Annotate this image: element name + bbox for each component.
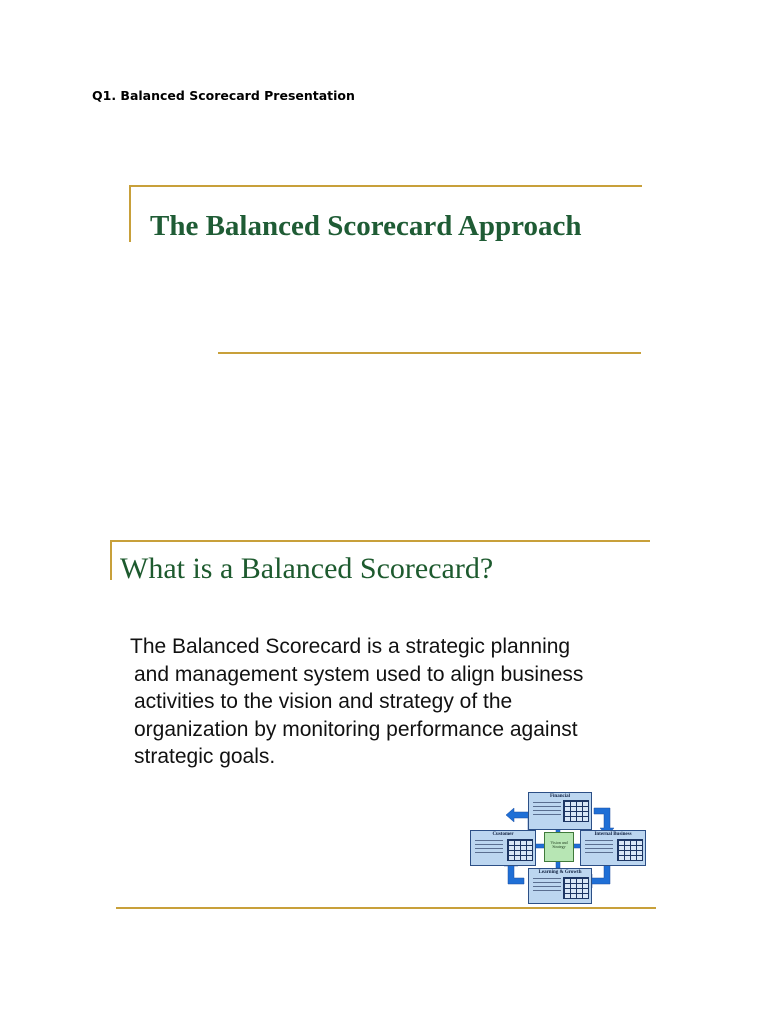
slide-1-title: The Balanced Scorecard Approach xyxy=(150,210,582,242)
financial-label: Financial xyxy=(549,794,570,799)
body-line: organization by monitoring performance against xyxy=(134,717,578,741)
internal-business-grid xyxy=(617,839,643,861)
slide-1-top-rule xyxy=(129,185,642,187)
body-line: The Balanced Scorecard is a strategic planning xyxy=(130,635,571,658)
document-heading: Q1. Balanced Scorecard Presentation xyxy=(92,88,355,103)
balanced-scorecard-diagram xyxy=(468,788,648,904)
learning-growth-label: Learning & Growth xyxy=(538,870,582,875)
internal-business-label: Internal Business xyxy=(594,832,632,837)
slide-2-bottom-rule xyxy=(116,907,656,909)
slide-1-bottom-rule xyxy=(218,352,641,354)
financial-text-lines xyxy=(533,802,561,818)
customer-grid xyxy=(507,839,533,861)
customer-text-lines xyxy=(475,840,503,856)
vision-strategy-box xyxy=(544,832,574,862)
learning-growth-grid xyxy=(563,877,589,899)
body-line: and management system used to align business xyxy=(134,662,584,686)
customer-box xyxy=(470,830,536,866)
slide-2-left-rule xyxy=(110,540,112,580)
slide-2-body xyxy=(130,633,654,771)
internal-business-text-lines xyxy=(585,840,613,856)
financial-box xyxy=(528,792,592,830)
internal-business-box xyxy=(580,830,646,866)
learning-growth-box xyxy=(528,868,592,904)
financial-grid xyxy=(563,800,589,822)
slide-1-left-rule xyxy=(129,185,131,242)
body-line: strategic goals. xyxy=(134,745,276,768)
customer-label: Customer xyxy=(492,832,514,837)
vision-strategy-label: Vision and Strategy xyxy=(550,840,568,849)
slide-2-top-rule xyxy=(110,540,650,542)
learning-growth-text-lines xyxy=(533,878,561,894)
body-line: activities to the vision and strategy of the xyxy=(134,690,513,713)
slide-2-title: What is a Balanced Scorecard? xyxy=(120,552,494,585)
